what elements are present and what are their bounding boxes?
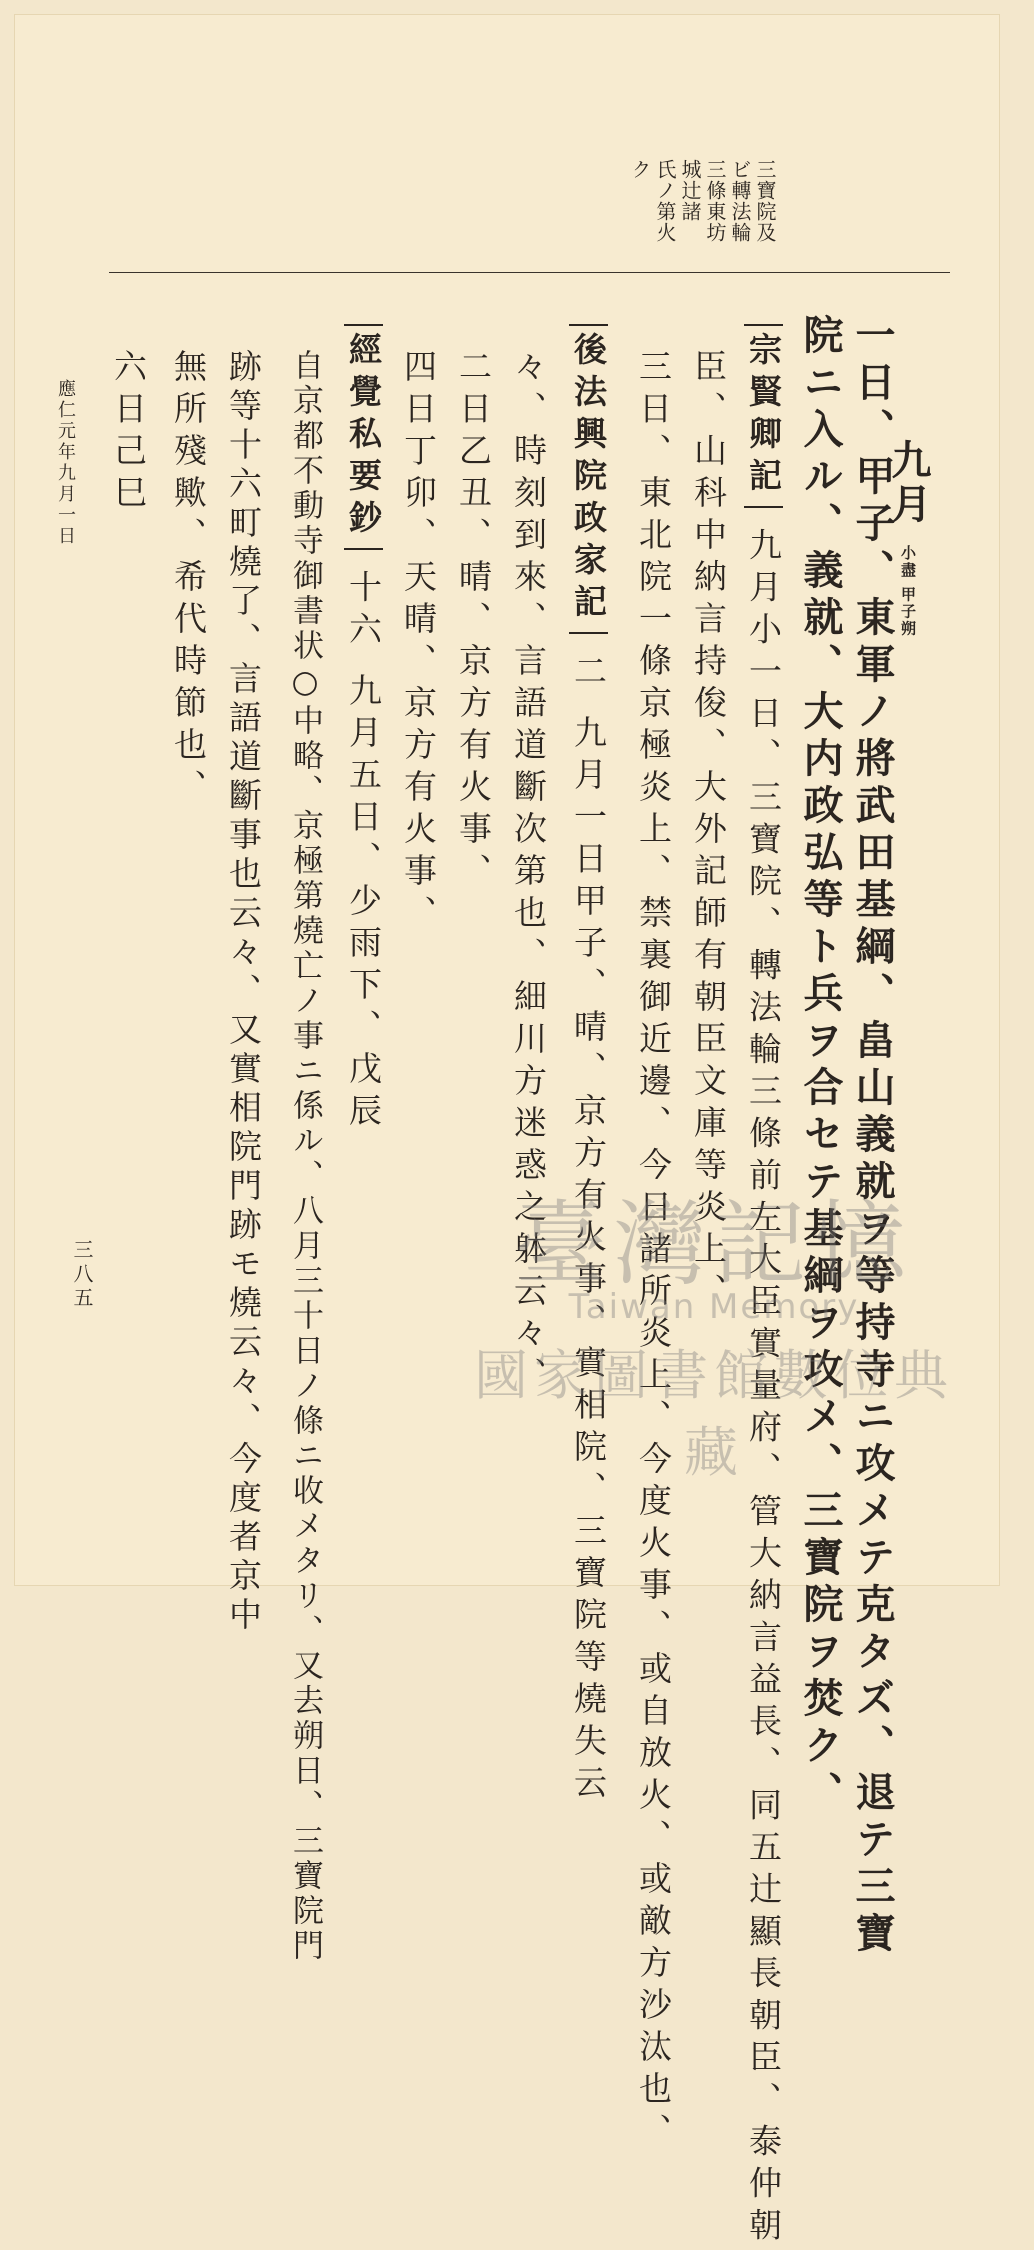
margin-note-line-3: 三條東坊 <box>703 159 727 243</box>
running-title: 應仁元年九月一日 <box>55 379 76 547</box>
entry-row-6: 二日乙丑、晴、京方有火事、 <box>454 349 493 895</box>
entry-row-5: 々、時刻到來、言語道斷次第也、細川方迷惑之躰云々、 <box>509 349 548 1399</box>
main-entry-line-2: 院ニ入ル、義就、大内政弘等ト兵ヲ合セテ基綱ヲ攻メ、三寶院ヲ焚ク、 <box>797 314 844 1818</box>
entry-row-10: 跡等十六町燒了、言語道斷事也云々、又實相院門跡モ燒云々、今度者京中 <box>224 349 263 1636</box>
source-title: 經覺私要鈔 <box>344 324 383 550</box>
margin-note-line-1: 三寶院及 <box>753 159 777 243</box>
entry-row-11: 無所殘歟、希代時節也、 <box>169 349 208 811</box>
month-title: 九月 <box>885 439 932 527</box>
margin-note-line-2: ビ轉法輪 <box>728 159 752 243</box>
header-rule <box>109 272 950 273</box>
entry-text: 九月小一日、三寶院、轉法輪三條前左大臣實量府、管大納言益長、同五辻顯長朝臣、泰仲朝 <box>744 527 783 2250</box>
entry-row-3: 三日、東北院一條京極炎上、禁裏御近邊、今日諸所炎上、今度火事、或自放火、或敵方沙汰也、 <box>634 349 673 2155</box>
watermark-english: Taiwan Memory <box>568 1287 860 1328</box>
entry-text: 二 九月一日甲子、晴、京方有火事、實相院、三寶院等燒失云 <box>569 653 608 1807</box>
entry-row-12: 六日己巳 <box>109 349 148 517</box>
page-number: 三八五 <box>70 1239 94 1311</box>
watermark-logo-text: 臺灣記憶 <box>513 1191 914 1298</box>
month-subtitle: 小盡 甲子朔 <box>899 544 917 638</box>
source-title: 宗賢卿記 <box>744 324 783 508</box>
entry-row-2: 臣、山科中納言持俊、大外記師有朝臣文庫等炎上、 <box>689 349 728 1315</box>
document-page <box>14 14 1000 2250</box>
watermark-chinese: 國家圖書館數位典藏 <box>474 1344 954 1485</box>
source-title: 後法興院政家記 <box>569 324 608 634</box>
entry-row-4 <box>569 324 608 1807</box>
entry-row-7: 四日丁卯、天晴、京方有火事、 <box>399 349 438 937</box>
margin-note-line-6: ク <box>628 159 652 180</box>
entry-row-9: 自京都不動寺御書状○中略、京極第燒亡ノ事ニ係ル、八月三十日ノ條ニ收メタリ、又去朔日、三寶院門 <box>287 349 323 1964</box>
main-entry-line-1: 一日、甲子、東軍ノ將武田基綱、畠山義就ヲ等持寺ニ攻メテ克タズ、退テ三寶 <box>849 314 896 1959</box>
margin-note-line-4: 城辻諸 <box>678 159 702 222</box>
watermark <box>454 1191 974 1485</box>
entry-row-8 <box>344 324 383 1135</box>
margin-note-line-5: 氏ノ第火 <box>653 159 677 243</box>
entry-text: 十六 九月五日、少雨下、戊辰 <box>344 569 383 1135</box>
